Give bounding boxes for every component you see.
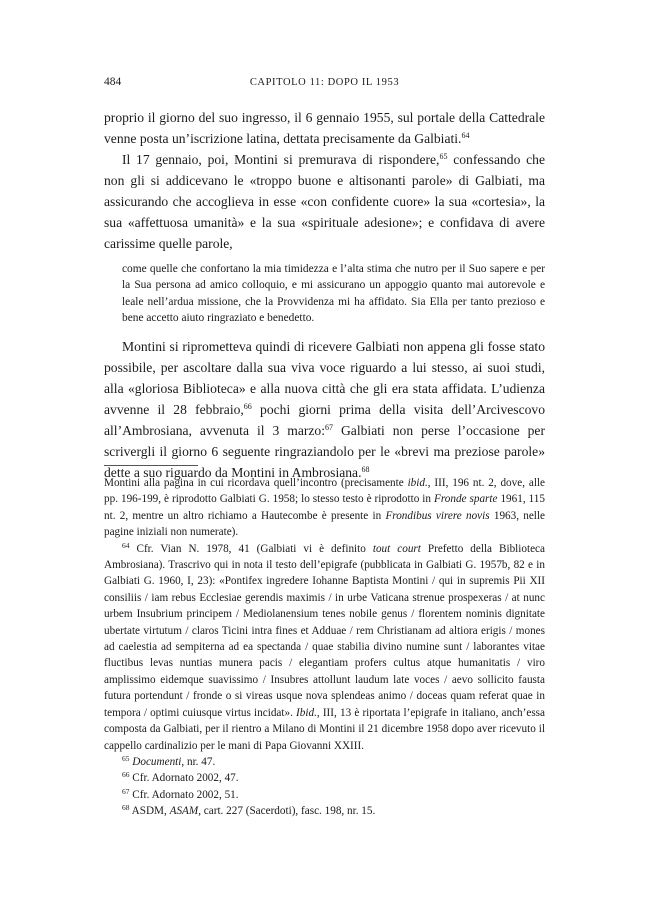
- running-head: CAPITOLO 11: DOPO IL 1953: [249, 77, 400, 88]
- paragraph-2: Il 17 gennaio, poi, Montini si premurava di rispondere,$^{65}$ confessando che non gli si addicevano le «troppo buone e altisonanti parole» di Galbiati, ma assicurando che accoglieva in esse «con confidente cuore» la sua «cortesia», la sua «affettuosa umanità» e la sua «spirituale adesione»; e confidava di avere carissime quelle parole,: [104, 152, 545, 251]
- footnote-65: $^{65}$ Documenti, nr. 47.: [122, 753, 216, 768]
- main-text: [104, 107, 545, 483]
- paragraph-3: Montini si riprometteva quindi di ricevere Galbiati non appena gli fosse stato possibile, per ascoltare dalla sua viva voce riguardo a lui stesso, ai suoi studi, alla «gloriosa Biblioteca» e alla nuova città che gli era stata affidata. L’udienza avvenne il 28 febbraio,$^{66}$ pochi giorni prima della visita dell’Arcivescovo all’Ambrosiana, avvenuta il 3 marzo:$^{67}$ Galbiati non perse l’occasione per scrivergli il giorno 6 seguente ringraziandolo per le «brevi ma preziose parole» dette a suo riguardo da Montini in Ambrosiana.$^{68}$: [104, 338, 545, 480]
- footnote-ref: 64: [461, 131, 470, 140]
- page-number: 484: [104, 76, 122, 88]
- footnote-67: $^{67}$ Cfr. Adornato 2002, 51.: [122, 786, 239, 801]
- footnotes: [104, 475, 545, 820]
- paragraph-1: proprio il giorno del suo ingresso, il 6 gennaio 1955, sul portale della Cattedrale venne posta un’iscrizione latina, dettata precisamente da Galbiati.$^{64}$: [104, 110, 545, 146]
- footnote-64: $^{64}$ Cfr. Vian N. 1978, 41 (Galbiati vi è definito tout court Prefetto della Biblioteca Ambrosiana). Trascrivo qui in nota il testo dell’epigrafe (pubblicata in Galbiati G. 1957b, 82 e in Galbiati G. 1960, I, 23): «Pontifex ingredere Iohanne Baptista Montini / qui in supremis Pii XII consiliis / iam rebus Ecclesiae gerendis maximis / in urbe Vaticana strenue prospexeras / at nunc urbem Insubrium principem / Mediolanensium tenes nobile genus / florentem nominis dignitate ubertate virtutum / claros Ticini intra fines et Adduae / rem Christianam ad altiora erigis / mones ad caelestia ad sempiterna ad ea spectanda / quae stabilia divino numine sunt / laborantes vitae fluctibus levas nuntias munera pacis / elegantiam profers cultus atque humanitatis / viro amplissimo eidemque suavissimo / Insubres attollunt laudum late voces / aevo sollicito fausta futura portendunt / fronde o si vireas usque nova splendeas animo / doceas quam referat quae in tempora / optimi cuiusque virtus incidat». Ibid., III, 13 è riportata l’epigrafe in italiano, anch’essa composta da Galbiati, per il rientro a Milano di Montini il 21 dicembre 1958 dopo aver ricevuto il cappello cardinalizio per le mani di Papa Giovanni XXIII.: [104, 540, 546, 752]
- footnote-ref: 66: [243, 401, 252, 411]
- footnote-ref: 68: [361, 464, 370, 474]
- footnote-68: $^{68}$ ASDM, ASAM, cart. 227 (Sacerdoti), fasc. 198, nr. 15.: [122, 803, 376, 818]
- footnote-separator: [104, 465, 198, 466]
- footnote-ref: 67: [325, 422, 334, 432]
- footnote-66: $^{66}$ Cfr. Adornato 2002, 47.: [122, 770, 239, 785]
- footnote-ref: 65: [439, 152, 448, 161]
- footnote-continued: Montini alla pagina in cui ricordava quell’incontro (precisamente ibid., III, 196 nt. 2, dove, alle pp. 196-199, è riprodotto Galbiati G. 1958; lo stesso testo è riprodotto in Fronde sparte 1961, 115 nt. 2, mentre un altro richiamo a Hautecombe è presente in Frondibus virere novis 1963, nelle pagine iniziali non numerate).: [104, 477, 546, 539]
- page-header: [104, 76, 545, 92]
- block-quote: come quelle che confortano la mia timidezza e l’alta stima che nutro per il Suo sapere e per la Sua persona ad amico colloquio, e mi assicurano un appoggio quanto mai autorevole e leale nell’ardua missione, che la Provvidenza mi ha affidato. Sia Ella per tanto prezioso e bene accetto aiuto ringraziato e benedetto.: [122, 263, 545, 325]
